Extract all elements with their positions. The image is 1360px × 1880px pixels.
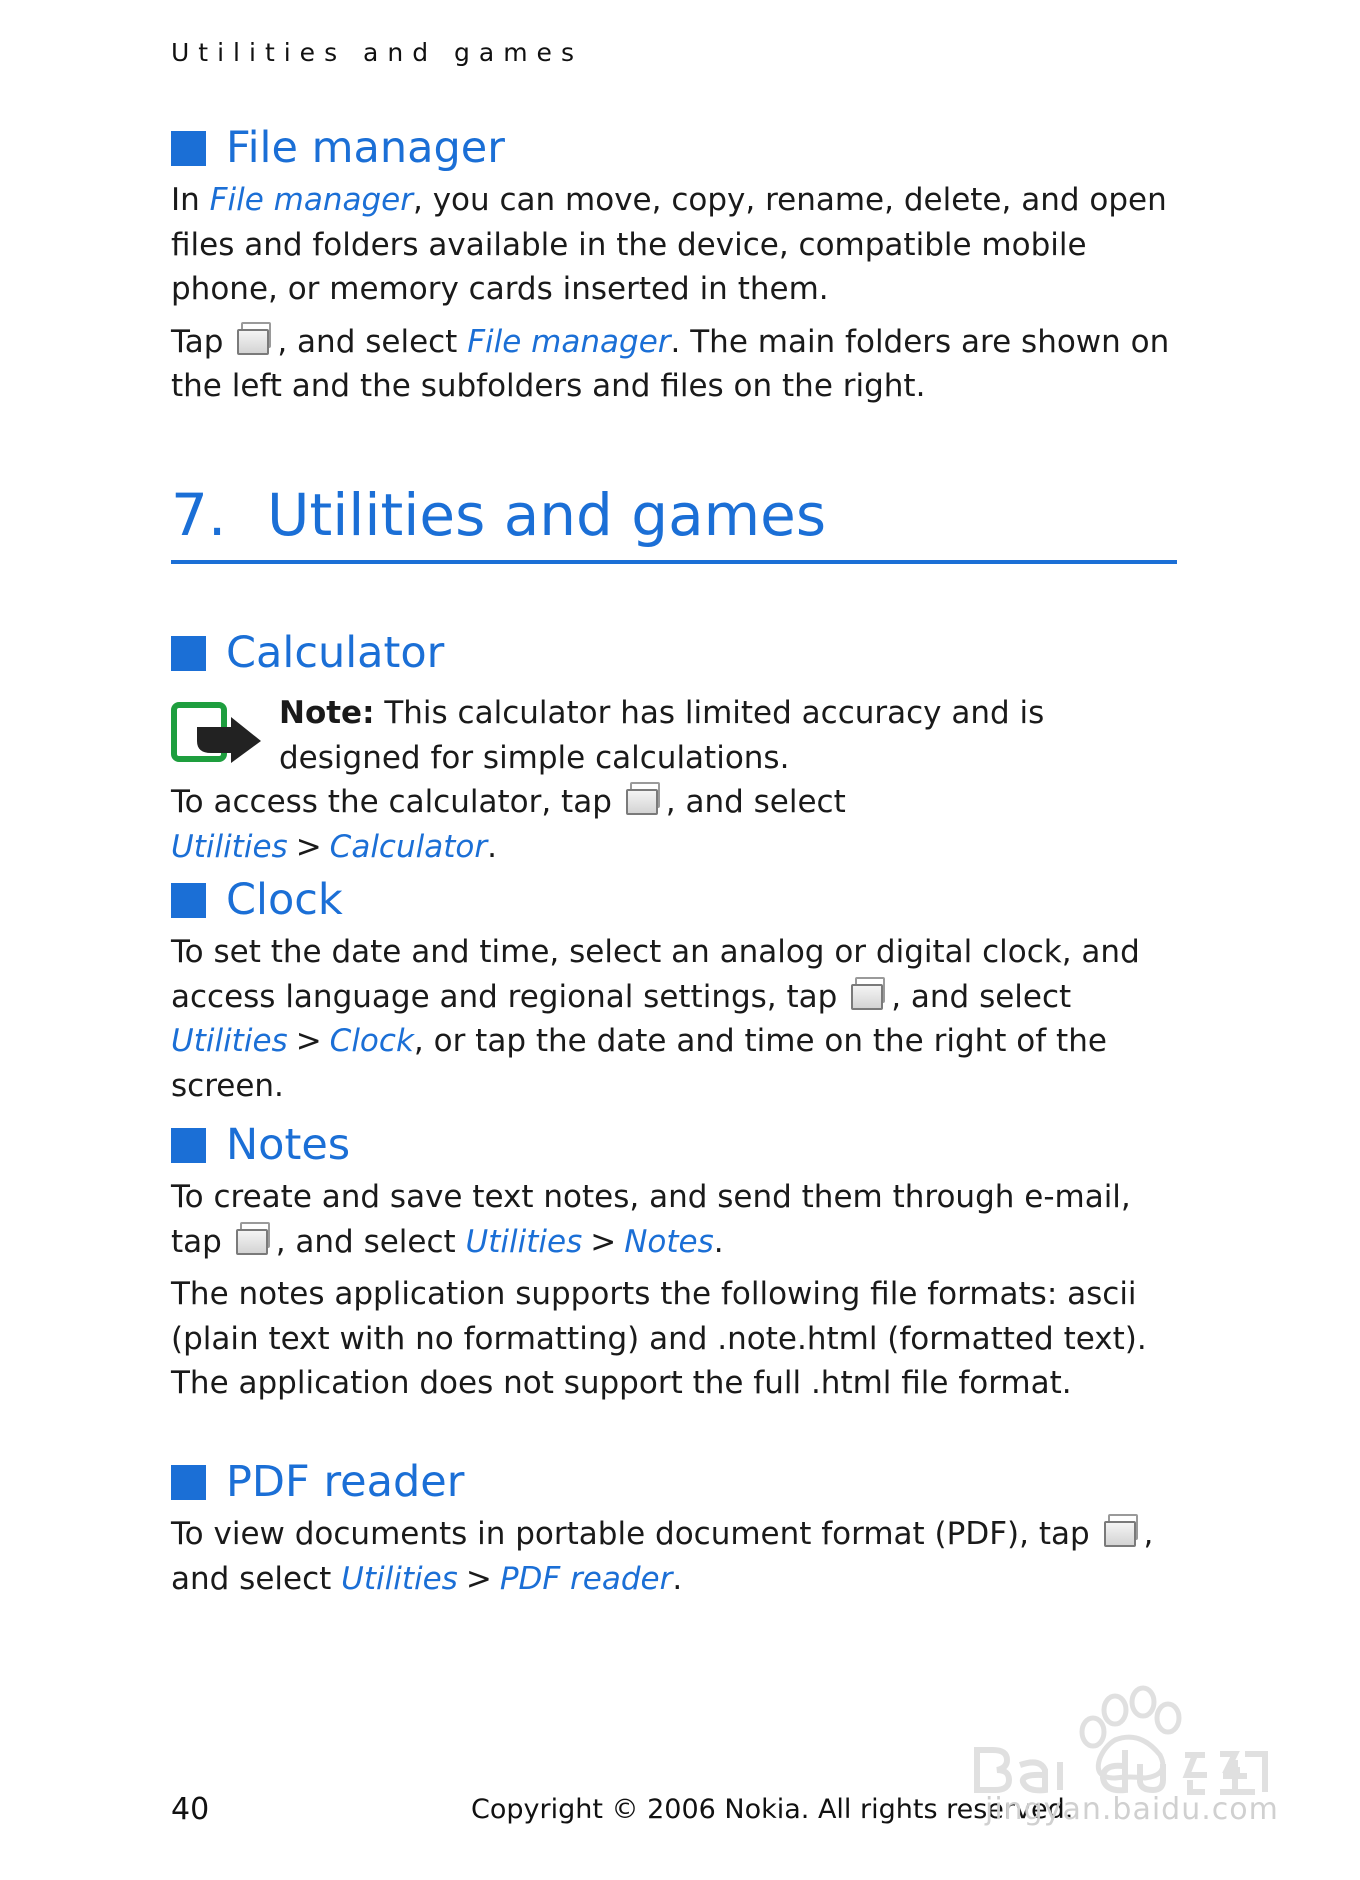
text: . The main folders are shown on the left and the subfolders and files on the right. xyxy=(171,323,1170,404)
note-hand-icon xyxy=(171,699,263,767)
chapter-number: 7. xyxy=(171,481,227,549)
section-file-manager xyxy=(171,118,1181,409)
heading-square-icon xyxy=(171,131,206,166)
heading-square-icon xyxy=(171,636,206,671)
note-label: Note: xyxy=(279,695,375,731)
path-separator: > xyxy=(295,1023,322,1059)
running-head: Utilities and games xyxy=(171,38,583,67)
heading-square-icon xyxy=(171,1128,206,1163)
section-calculator xyxy=(171,623,1181,869)
path-separator: > xyxy=(590,1223,617,1260)
section-heading xyxy=(171,623,1181,683)
paragraph: The notes application supports the following file formats: ascii (plain text with no formatting) and .note.html (formatted text). The application does not support the full .html file format. xyxy=(171,1276,1147,1401)
text: . xyxy=(487,828,497,865)
paragraph xyxy=(171,1175,1181,1264)
note-text xyxy=(279,691,1181,780)
note-box xyxy=(171,691,1181,780)
menu-path-link[interactable]: PDF reader xyxy=(499,1560,673,1597)
heading-square-icon xyxy=(171,1465,206,1500)
heading-text: Clock xyxy=(226,874,343,925)
menu-path-link[interactable]: Clock xyxy=(329,1023,414,1059)
text: , you can move, copy, rename, delete, and open files and folders available in the device, compatible mobile phone, or memory cards inserted in them. xyxy=(171,182,1167,307)
path-separator: > xyxy=(465,1560,492,1597)
section-notes xyxy=(171,1115,1181,1406)
applications-menu-icon xyxy=(626,782,662,814)
text: , and select xyxy=(277,323,468,360)
text: , and select xyxy=(275,1223,466,1260)
text: To view documents in portable document format (PDF), tap xyxy=(171,1516,1100,1552)
text: To set the date and time, select an analog or digital clock, and access language and regional settings, tap xyxy=(171,934,1140,1015)
text: To create and save text notes, and send them through e-mail, tap xyxy=(171,1179,1131,1260)
menu-path-link[interactable]: Utilities xyxy=(465,1223,583,1260)
section-pdf-reader xyxy=(171,1452,1181,1601)
paragraph xyxy=(171,178,1181,312)
paragraph xyxy=(171,320,1181,409)
applications-menu-icon xyxy=(236,1222,272,1254)
page-number: 40 xyxy=(171,1792,210,1827)
heading-text: Notes xyxy=(226,1119,351,1170)
paragraph xyxy=(171,1512,1181,1601)
section-heading xyxy=(171,1452,1181,1512)
heading-square-icon xyxy=(171,883,206,918)
menu-path-link[interactable]: Utilities xyxy=(171,828,288,865)
copyright-notice: Copyright © 2006 Nokia. All rights reserved. xyxy=(471,1794,1074,1825)
menu-path-link[interactable]: Utilities xyxy=(341,1560,458,1597)
text: Tap xyxy=(171,323,234,360)
section-heading xyxy=(171,870,1181,930)
menu-path-link[interactable]: Calculator xyxy=(329,828,488,865)
paragraph xyxy=(171,930,1181,1108)
heading-text: File manager xyxy=(226,122,505,173)
applications-menu-icon xyxy=(851,977,887,1009)
path-separator: > xyxy=(295,828,322,865)
section-clock xyxy=(171,870,1181,1108)
menu-path-link[interactable]: File manager xyxy=(209,182,413,218)
heading-text: PDF reader xyxy=(226,1456,465,1507)
menu-path-link[interactable]: Notes xyxy=(624,1223,714,1260)
text: This calculator has limited accuracy and is designed for simple calculations. xyxy=(279,695,1045,776)
text: , and select xyxy=(891,978,1072,1015)
chapter-title: Utilities and games xyxy=(267,481,827,549)
text: . xyxy=(672,1560,683,1597)
text: , and select xyxy=(665,784,846,820)
text: To access the calculator, tap xyxy=(171,784,622,820)
text: , and select xyxy=(171,1516,1154,1597)
watermark-text: jingyan.baidu.com xyxy=(985,1792,1279,1827)
heading-text: Calculator xyxy=(226,627,445,678)
paragraph xyxy=(171,780,1181,869)
text: In xyxy=(171,182,210,218)
applications-menu-icon xyxy=(237,322,273,354)
section-heading xyxy=(171,1115,1181,1175)
text: , or tap the date and time on the right of the screen. xyxy=(171,1023,1107,1104)
menu-path-link[interactable]: Utilities xyxy=(171,1023,288,1059)
menu-path-link[interactable]: File manager xyxy=(467,323,671,360)
text: . xyxy=(713,1223,724,1260)
section-heading xyxy=(171,118,1181,178)
applications-menu-icon xyxy=(1104,1514,1140,1546)
chapter-heading xyxy=(171,470,1177,564)
